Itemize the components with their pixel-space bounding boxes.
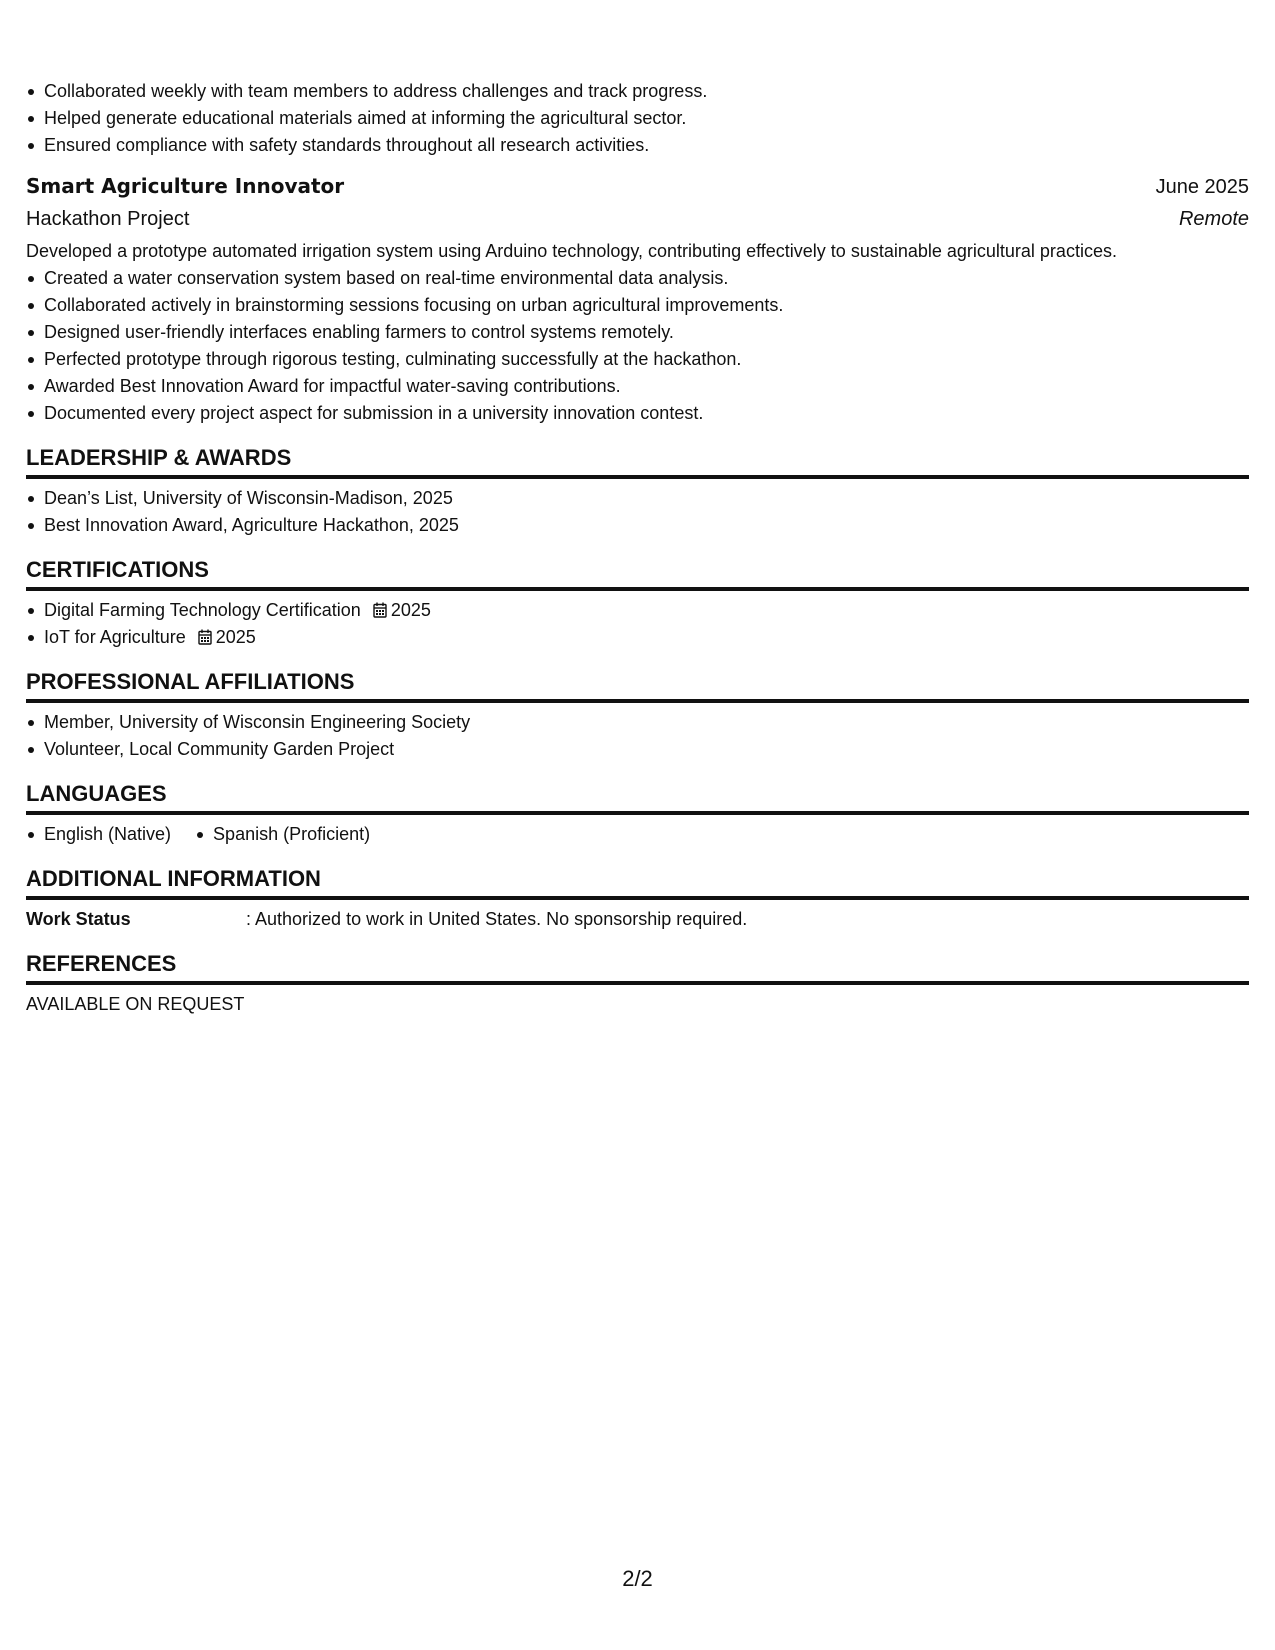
project-bullet-list <box>26 265 1249 427</box>
section-title: LANGUAGES <box>26 779 1249 815</box>
project-location: Remote <box>1178 208 1249 230</box>
certification-item <box>44 597 1249 624</box>
section-title: CERTIFICATIONS <box>26 555 1249 591</box>
section-title: PROFESSIONAL AFFILIATIONS <box>26 667 1249 703</box>
work-status-value: : Authorized to work in United States. No sponsorship required. <box>246 909 748 929</box>
language-item: English (Native) <box>26 821 171 848</box>
calendar-icon <box>198 629 212 645</box>
list-item: Collaborated weekly with team members to address challenges and track progress. <box>44 78 1249 105</box>
references-section <box>26 949 1249 1018</box>
calendar-icon <box>373 602 387 618</box>
work-status-label: Work Status <box>26 909 131 929</box>
references-text: AVAILABLE ON REQUEST <box>26 994 245 1014</box>
list-item: Documented every project aspect for submission in a university innovation contest. <box>44 400 1249 427</box>
list-item: Created a water conservation system based on real-time environmental data analysis. <box>44 265 1249 292</box>
language-item: Spanish (Proficient) <box>195 821 370 848</box>
list-item: Designed user-friendly interfaces enabling farmers to control systems remotely. <box>44 319 1249 346</box>
page-number: 2/2 <box>622 1566 653 1591</box>
leadership-section <box>26 443 1249 539</box>
languages-section <box>26 779 1249 848</box>
list-item: Member, University of Wisconsin Engineering Society <box>44 709 1249 736</box>
list-item: Dean’s List, University of Wisconsin-Madison, 2025 <box>44 485 1249 512</box>
affiliations-section <box>26 667 1249 763</box>
list-item: Collaborated actively in brainstorming sessions focusing on urban agricultural improvements. <box>44 292 1249 319</box>
certifications-section <box>26 555 1249 651</box>
certification-year: 2025 <box>390 600 431 620</box>
list-item: Helped generate educational materials aimed at informing the agricultural sector. <box>44 105 1249 132</box>
certification-year: 2025 <box>215 627 256 647</box>
certification-item <box>44 624 1249 651</box>
list-item: Ensured compliance with safety standards throughout all research activities. <box>44 132 1249 159</box>
project-date: June 2025 <box>1155 176 1249 198</box>
section-title: LEADERSHIP & AWARDS <box>26 443 1249 479</box>
section-title: REFERENCES <box>26 949 1249 985</box>
list-item: Awarded Best Innovation Award for impactful water-saving contributions. <box>44 373 1249 400</box>
project-org: Hackathon Project <box>26 208 190 230</box>
certification-name: Digital Farming Technology Certification <box>44 600 361 620</box>
resume-page <box>26 78 1249 1018</box>
intro-bullet-list <box>26 78 1249 159</box>
list-item: Best Innovation Award, Agriculture Hackathon, 2025 <box>44 512 1249 539</box>
certification-name: IoT for Agriculture <box>44 627 186 647</box>
project-title: Smart Agriculture Innovator <box>26 174 345 198</box>
list-item: Perfected prototype through rigorous testing, culminating successfully at the hackathon. <box>44 346 1249 373</box>
project-description: Developed a prototype automated irrigation system using Arduino technology, contributing effectively to sustainable agricultural practices. <box>26 241 1117 261</box>
section-title: ADDITIONAL INFORMATION <box>26 864 1249 900</box>
list-item: Volunteer, Local Community Garden Project <box>44 736 1249 763</box>
project-entry <box>26 171 1249 427</box>
additional-info-section <box>26 864 1249 933</box>
